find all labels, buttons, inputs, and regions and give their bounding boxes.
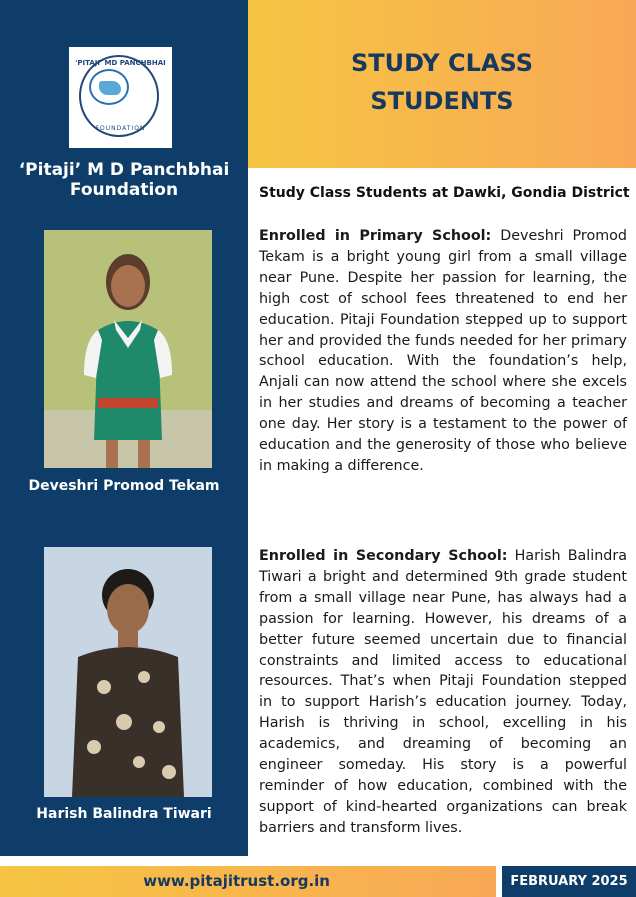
student-photo-deveshri — [44, 230, 212, 468]
paragraph-lead: Enrolled in Primary School: — [259, 228, 492, 244]
secondary-school-paragraph — [259, 546, 627, 839]
paragraph-lead: Enrolled in Secondary School: — [259, 548, 508, 564]
website-link[interactable]: www.pitajitrust.org.in — [143, 872, 330, 890]
logo-bottom-text: FOUNDATION — [95, 125, 146, 132]
student-caption: Harish Balindra Tiwari — [36, 806, 212, 822]
page-title — [248, 44, 636, 120]
foundation-logo — [69, 47, 172, 148]
title-line: STUDENTS — [370, 87, 514, 115]
student-caption: Deveshri Promod Tekam — [28, 478, 220, 494]
issue-date: FEBRUARY 2025 — [510, 874, 628, 889]
section-subtitle: Study Class Students at Dawki, Gondia District — [259, 185, 630, 201]
paragraph-body: Deveshri Promod Tekam is a bright young girl from a small village near Pune. Despite her passion for learning, the high cost of school fees threatened to end her education. Pitaji Foundation stepped up to support her and provided the funds needed for her primary school education. With the foundation’s help, Anjali can now attend the school where she excels in her studies and dreams of becoming a teacher one day. Her story is a testament to the power of education and the generosity of those who believe in making a difference. — [259, 228, 627, 474]
paragraph-body: Harish Balindra Tiwari a bright and determined 9th grade student from a small village near Pune, has always had a passion for learning. However, his dreams of a better future seemed uncertain due to financial constraints and limited access to educational resources. That’s when Pitaji Foundation stepped in to support Harish’s education journey. Today, Harish is thriving in school, excelling in his academics, and dreaming of becoming an engineer someday. His story is a powerful reminder of how education, combined with the support of kind-hearted organizations can break barriers and transform lives. — [259, 548, 628, 836]
title-line: STUDY CLASS — [350, 49, 534, 77]
org-name: ‘Pitaji’ M D Panchbhai Foundation — [18, 160, 230, 200]
student-photo-harish — [44, 547, 212, 797]
primary-school-paragraph — [259, 226, 627, 477]
helping-hand-icon — [89, 69, 129, 105]
logo-top-text: 'PITAJI' MD PANCHBHAI — [75, 59, 166, 67]
